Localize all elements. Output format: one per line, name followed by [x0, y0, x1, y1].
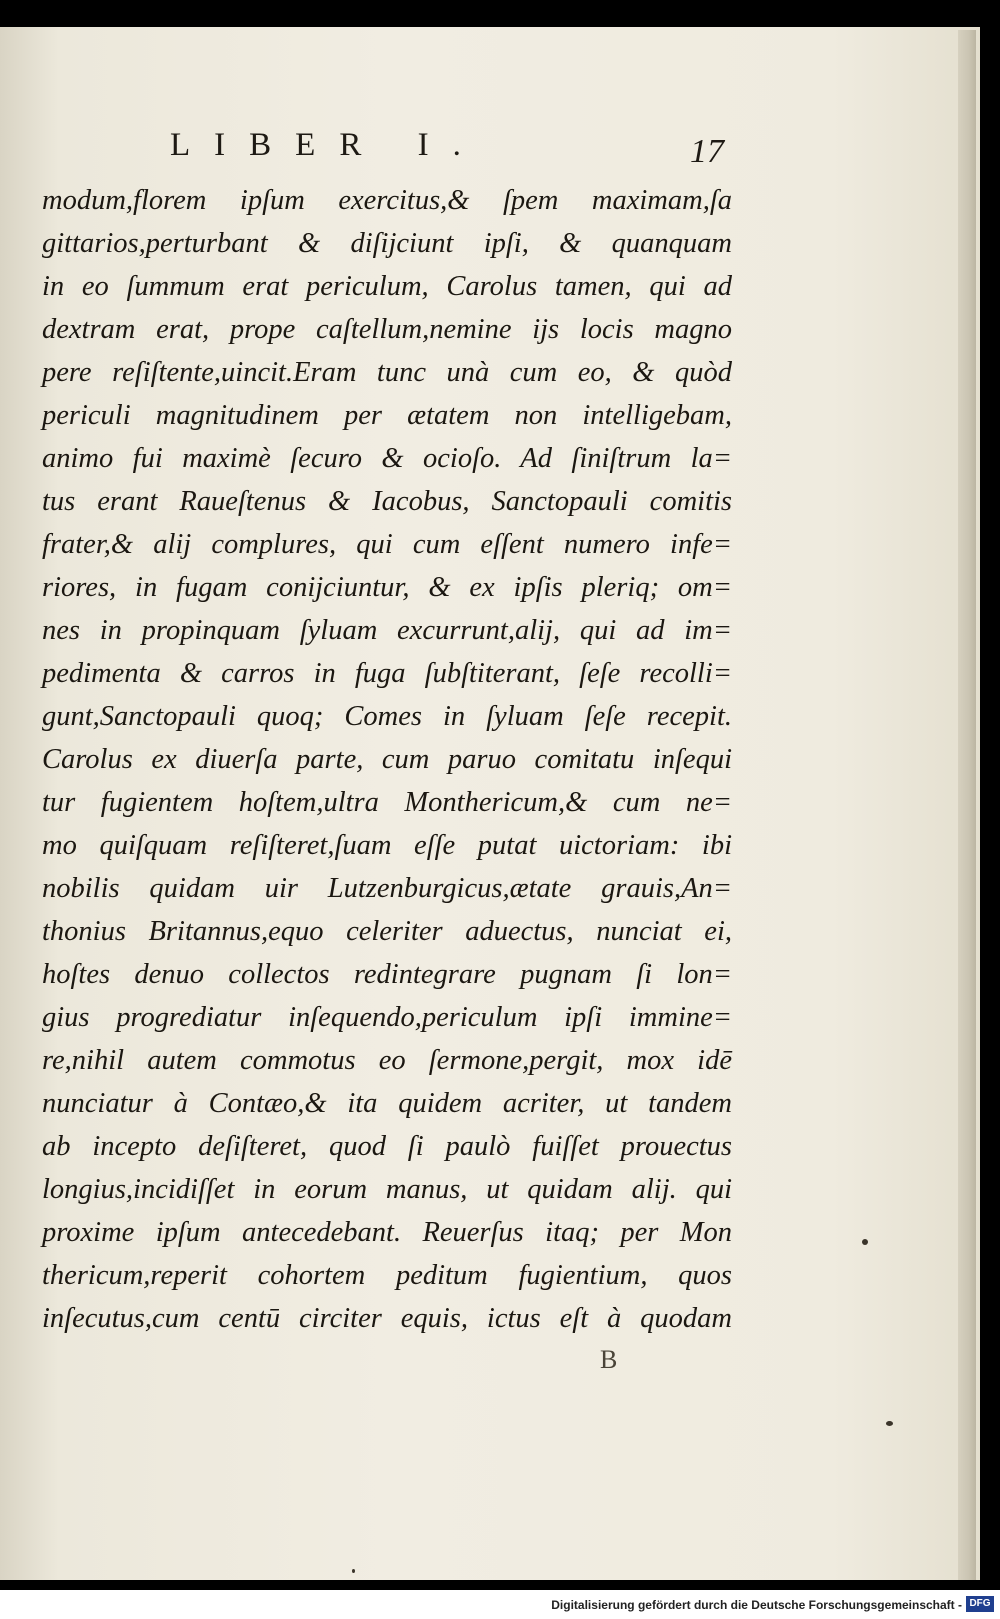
text-line: longius,incidiſſet in eorum manus, ut quidam alij. qui	[42, 1174, 732, 1205]
signature-mark: B	[600, 1345, 618, 1374]
text-line: nes in propinquam ſyluam excurrunt,alij, qui ad im=	[42, 615, 732, 646]
running-title: LIBER I.	[170, 127, 485, 163]
ink-speck	[862, 1239, 868, 1245]
text-line: animo fui maximè ſecuro & ocioſo. Ad ſiniſtrum la=	[42, 443, 732, 474]
body-text	[42, 179, 732, 1340]
text-line: hoſtes denuo collectos redintegrare pugnam ſi lon=	[42, 959, 732, 990]
text-line: re,nihil autem commotus eo ſermone,pergit, mox idē	[42, 1045, 732, 1076]
text-line: nunciatur à Contæo,& ita quidem acriter, ut tandem	[42, 1088, 732, 1119]
ink-speck	[886, 1421, 893, 1426]
text-line: periculi magnitudinem per ætatem non intelligebam,	[42, 400, 732, 431]
text-line: frater,& alij complures, qui cum eſſent numero infe=	[42, 529, 732, 560]
footer-bar	[0, 1590, 1000, 1619]
text-line: inſecutus,cum centū circiter equis, ictus eſt à quodam	[42, 1303, 732, 1334]
text-line: gunt,Sanctopauli quoq; Comes in ſyluam ſeſe recepit.	[42, 701, 732, 732]
text-line: modum,florem ipſum exercitus,& ſpem maximam,ſa	[42, 185, 732, 216]
text-line: tur fugientem hoſtem,ultra Monthericum,& cum ne=	[42, 787, 732, 818]
text-line: Carolus ex diuerſa parte, cum paruo comitatu inſequi	[42, 744, 732, 775]
text-line: tus erant Raueſtenus & Iacobus, Sanctopauli comitis	[42, 486, 732, 517]
text-line: riores, in fugam conijciuntur, & ex ipſis pleriq; om=	[42, 572, 732, 603]
text-line: dextram erat, prope caſtellum,nemine ijs locis magno	[42, 314, 732, 345]
text-line: pedimenta & carros in fuga ſubſtiterant, ſeſe recolli=	[42, 658, 732, 689]
text-line: nobilis quidam uir Lutzenburgicus,ætate grauis,An=	[42, 873, 732, 904]
text-line: mo quiſquam reſiſteret,ſuam eſſe putat uictoriam: ibi	[42, 830, 732, 861]
text-line: in eo ſummum erat periculum, Carolus tamen, qui ad	[42, 271, 732, 302]
dfg-logo: DFG	[966, 1596, 994, 1612]
ink-speck	[352, 1569, 355, 1573]
text-line: thonius Britannus,equo celeriter aduectus, nunciat ei,	[42, 916, 732, 947]
folio-number: 17	[690, 133, 724, 170]
page-edge-shadow	[958, 30, 976, 1580]
text-line: gius progrediatur inſequendo,periculum ipſi immine=	[42, 1002, 732, 1033]
page-header	[0, 127, 980, 177]
book-page	[0, 27, 980, 1580]
text-line: pere reſiſtente,uincit.Eram tunc unà cum eo, & quòd	[42, 357, 732, 388]
text-line: gittarios,perturbant & diſijciunt ipſi, & quanquam	[42, 228, 732, 259]
footer-credit: Digitalisierung gefördert durch die Deutsche Forschungsgemeinschaft -	[551, 1598, 962, 1612]
text-line: proxime ipſum antecedebant. Reuerſus itaq; per Mon	[42, 1217, 732, 1248]
text-line: ab incepto deſiſteret, quod ſi paulò fuiſſet prouectus	[42, 1131, 732, 1162]
text-line: thericum,reperit cohortem peditum fugientium, quos	[42, 1260, 732, 1291]
